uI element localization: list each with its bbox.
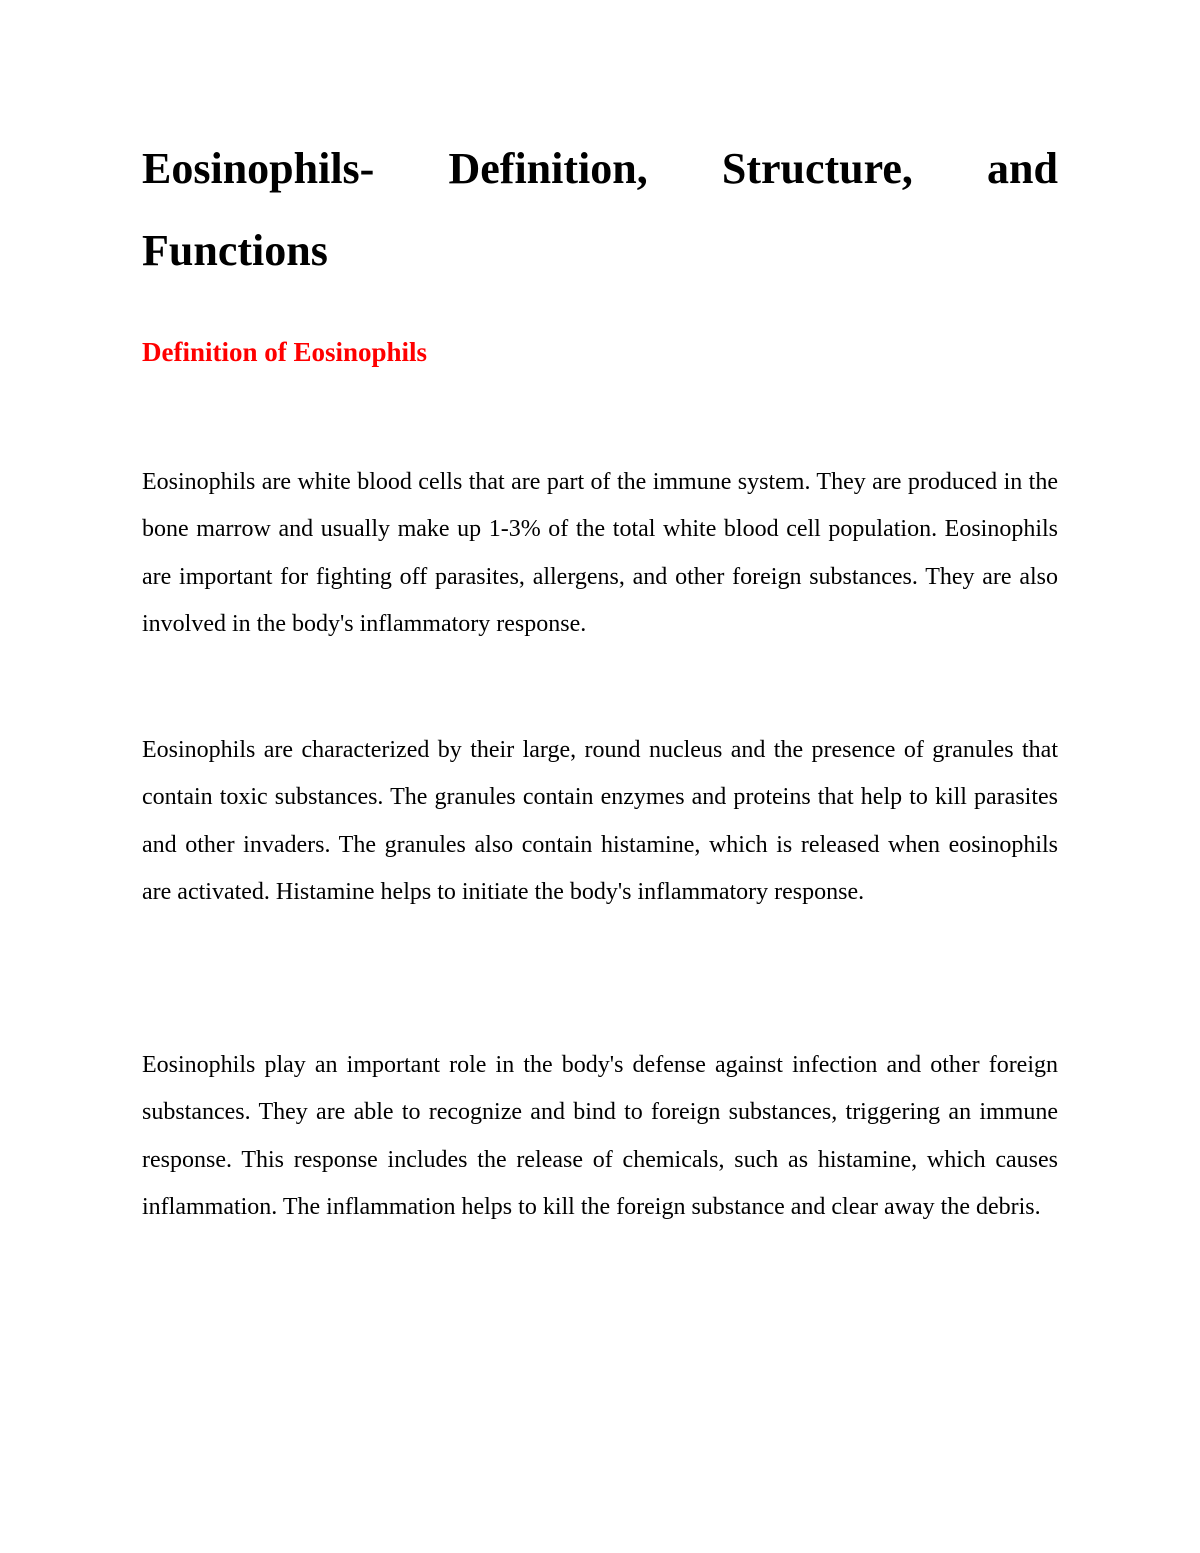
- paragraph-1: Eosinophils are white blood cells that are part of the immune system. They are produced in the bone marrow and usually make up 1-3% of the total white blood cell population. Eosinophils are important for fighting off parasites, allergens, and other foreign substances. They are also involved in the body's inflammatory response.: [142, 469, 1058, 637]
- document-title: Eosinophils- Definition, Structure, and Functions: [142, 144, 1058, 275]
- paragraph-2: Eosinophils are characterized by their large, round nucleus and the presence of granules that contain toxic substances. The granules contain enzymes and proteins that help to kill parasites and other invaders. The granules also contain histamine, which is released when eosinophils are activated. Histamine helps to initiate the body's inflammatory response.: [142, 737, 1058, 905]
- paragraph-3: Eosinophils play an important role in the body's defense against infection and other foreign substances. They are able to recognize and bind to foreign substances, triggering an immune response. This response includes the release of chemicals, such as histamine, which causes inflammation. The inflammation helps to kill the foreign substance and clear away the debris.: [142, 1052, 1058, 1220]
- section-heading: Definition of Eosinophils: [142, 337, 428, 367]
